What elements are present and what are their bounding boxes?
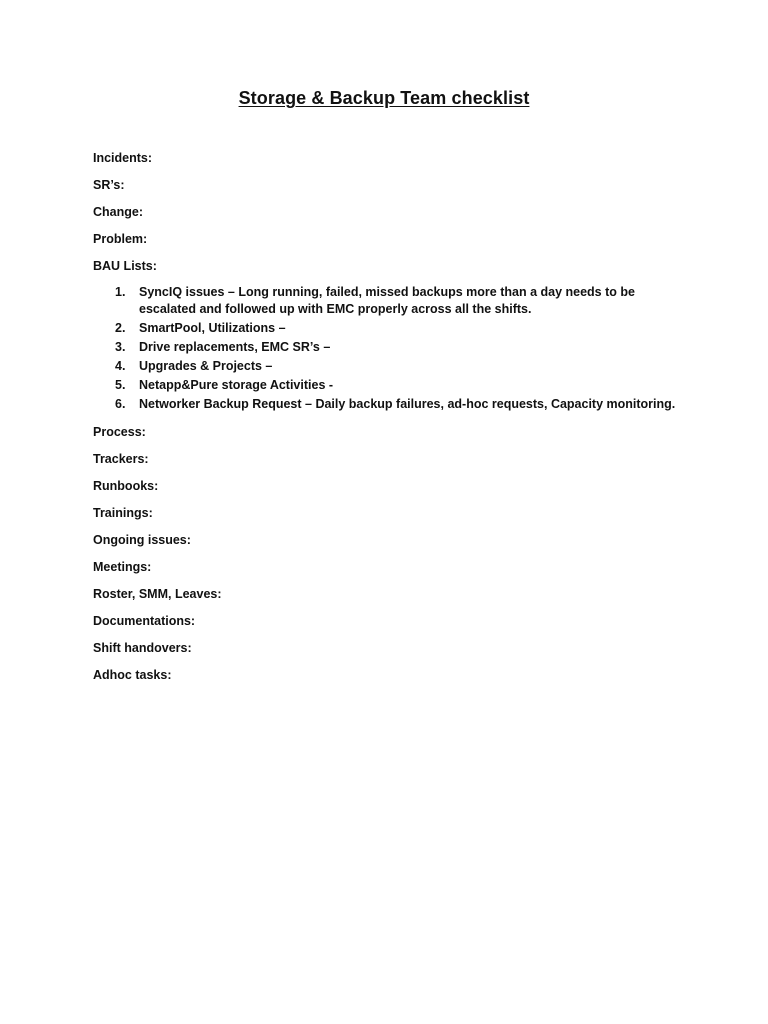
heading-meetings: Meetings:	[93, 560, 152, 574]
heading-trainings: Trainings:	[93, 506, 153, 520]
heading-adhoc-tasks: Adhoc tasks:	[93, 668, 172, 682]
bau-item-text: SyncIQ issues – Long running, failed, missed backups more than a day needs to be escalated and followed up with EMC properly across all the shifts.	[139, 285, 635, 316]
bau-item-number: 4.	[115, 359, 126, 373]
checklist-body	[93, 150, 693, 694]
bau-item-text: Netapp&Pure storage Activities -	[139, 378, 334, 392]
bau-item-2	[93, 320, 693, 337]
heading-shift-handovers: Shift handovers:	[93, 641, 192, 655]
bau-item-text: SmartPool, Utilizations –	[139, 321, 286, 335]
bau-item-6	[93, 396, 693, 413]
bau-item-1	[93, 284, 693, 318]
bau-item-number: 1.	[115, 285, 126, 299]
heading-change: Change:	[93, 205, 143, 219]
heading-incidents: Incidents:	[93, 151, 153, 165]
bau-item-4	[93, 358, 693, 375]
bau-item-number: 5.	[115, 378, 126, 392]
heading-trackers: Trackers:	[93, 452, 149, 466]
heading-documentations: Documentations:	[93, 614, 196, 628]
heading-srs: SR’s:	[93, 178, 125, 192]
bau-item-number: 6.	[115, 397, 126, 411]
bau-item-text: Drive replacements, EMC SR’s –	[139, 340, 331, 354]
heading-problem: Problem:	[93, 232, 148, 246]
bau-item-text: Upgrades & Projects –	[139, 359, 273, 373]
heading-roster: Roster, SMM, Leaves:	[93, 587, 222, 601]
heading-process: Process:	[93, 425, 146, 439]
bau-list	[93, 284, 693, 413]
bau-item-5	[93, 377, 693, 394]
bau-item-number: 2.	[115, 321, 126, 335]
heading-runbooks: Runbooks:	[93, 479, 159, 493]
bau-item-text: Networker Backup Request – Daily backup failures, ad-hoc requests, Capacity monitoring.	[139, 397, 676, 411]
bau-item-number: 3.	[115, 340, 126, 354]
heading-bau-lists: BAU Lists:	[93, 259, 157, 273]
bau-item-3	[93, 339, 693, 356]
heading-ongoing-issues: Ongoing issues:	[93, 533, 191, 547]
document-title: Storage & Backup Team checklist	[238, 88, 530, 108]
